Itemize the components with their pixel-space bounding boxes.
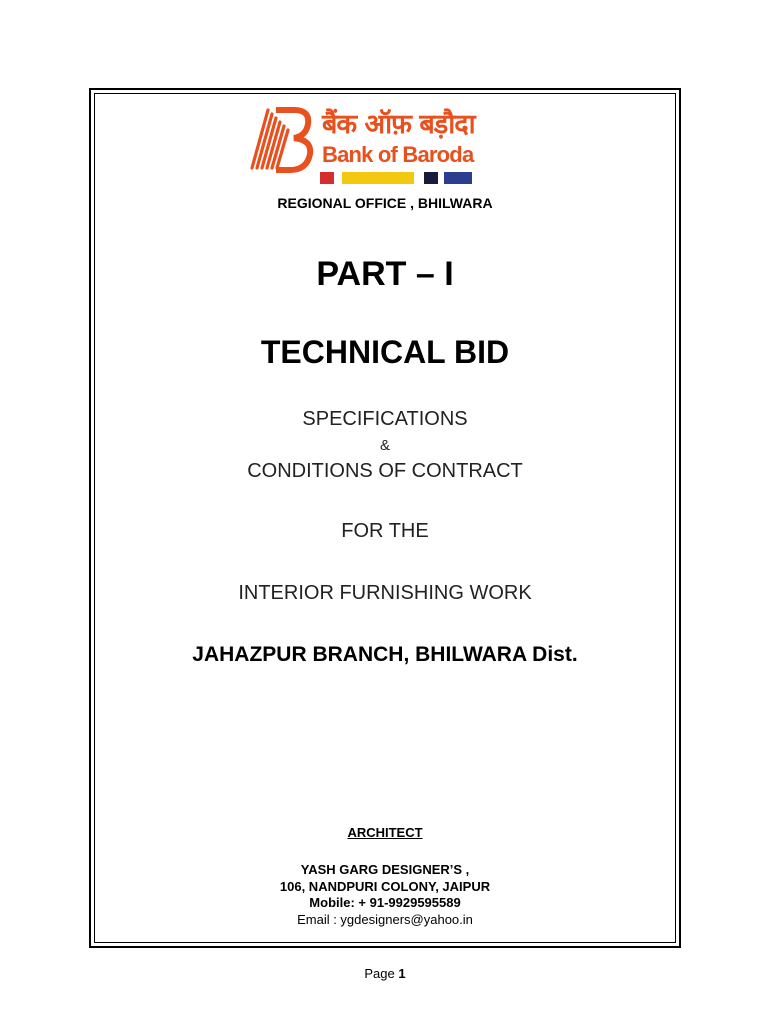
badge-dark [424,172,438,184]
architect-heading: ARCHITECT [347,825,423,840]
page-label: Page [364,966,395,981]
part-title: PART – I [316,255,454,293]
page-number-value: 1 [398,966,406,981]
architect-email: Email : ygdesigners@yahoo.in [297,912,473,927]
page-border-inner [94,93,676,943]
regional-office: REGIONAL OFFICE , BHILWARA [277,195,493,211]
architect-address: 106, NANDPURI COLONY, JAIPUR [279,879,491,894]
branch-name: JAHAZPUR BRANCH, BHILWARA Dist. [192,643,578,666]
architect-name: YASH GARG DESIGNER’S , [300,862,470,877]
logo-badges [320,172,472,186]
bank-name-english: Bank of Baroda [322,142,474,167]
work-description: INTERIOR FURNISHING WORK [238,582,532,604]
ampersand-text: & [379,437,390,454]
page-number [0,966,770,981]
badge-red [320,172,334,184]
badge-blue [444,172,472,184]
bank-logo [246,104,476,184]
bank-baroda-emblem-icon [246,104,316,174]
conditions-text: CONDITIONS OF CONTRACT [247,460,523,482]
technical-bid-title: TECHNICAL BID [260,334,510,370]
badge-yellow [342,172,414,184]
specifications-text: SPECIFICATIONS [302,408,468,430]
for-the-text: FOR THE [341,520,429,542]
bank-name-hindi: बैंक ऑफ़ बड़ौदा [322,109,475,140]
architect-mobile: Mobile: + 91-9929595589 [309,895,461,910]
